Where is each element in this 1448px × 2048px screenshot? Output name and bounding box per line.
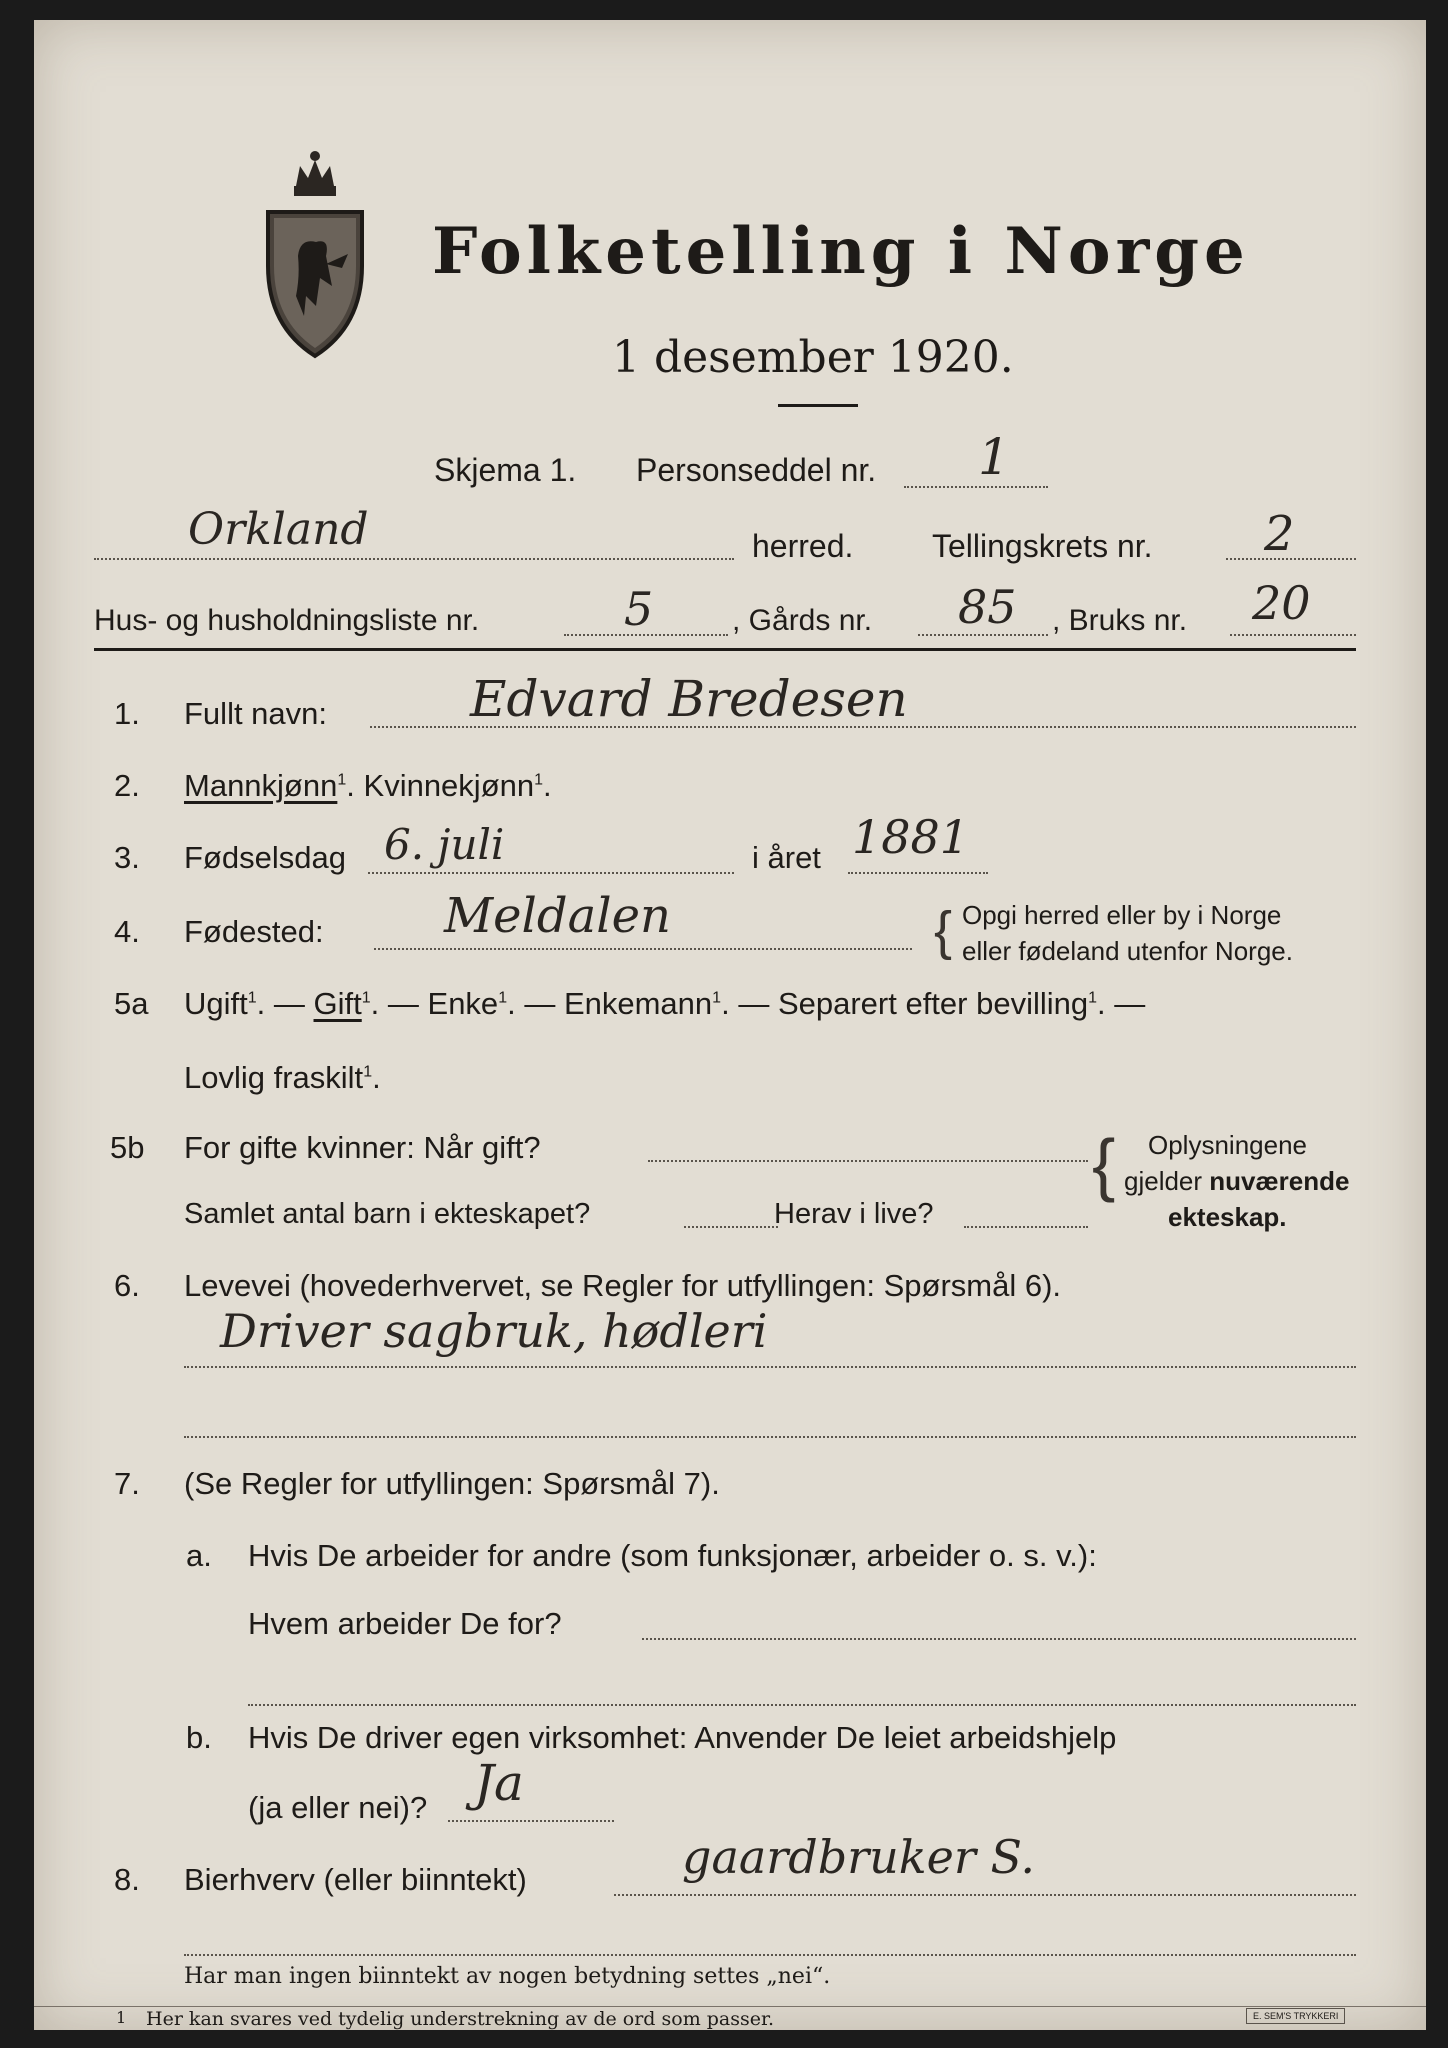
personseddel-label: Personseddel nr. xyxy=(636,452,877,488)
birthplace-note-line2: eller fødeland utenfor Norge. xyxy=(962,936,1293,966)
children-line xyxy=(684,1226,778,1228)
birthplace-value[interactable]: Meldalen xyxy=(444,888,671,944)
q4-label: Fødested: xyxy=(184,914,324,949)
hired-help-line xyxy=(448,1820,614,1822)
children-label: Samlet antal barn i ekteskapet? xyxy=(184,1198,591,1230)
tellingskrets-label: Tellingskrets nr. xyxy=(932,528,1153,564)
footnote-ref: 1 xyxy=(363,1063,373,1081)
marital-fraskilt-row: Lovlig fraskilt$^1$. xyxy=(184,1060,381,1095)
footer-note: Har man ingen biinntekt av nogen betydning settes „nei“. xyxy=(184,1964,831,1989)
bruks-label: , Bruks nr. xyxy=(1052,604,1188,637)
census-title: Folketelling i Norge xyxy=(432,214,1250,289)
birthplace-note-brace: { xyxy=(934,901,953,961)
full-name-value[interactable]: Edvard Bredesen xyxy=(470,670,908,728)
q4-number: 4. xyxy=(114,914,140,949)
marital-fraskilt[interactable]: Lovlig fraskilt xyxy=(184,1060,364,1095)
alive-line xyxy=(964,1226,1088,1228)
header-separator xyxy=(94,648,1356,651)
q3-number: 3. xyxy=(114,840,140,875)
marital-enke[interactable]: Enke xyxy=(427,986,499,1021)
q5b-number: 5b xyxy=(110,1130,145,1165)
gender-female-option[interactable]: Kvinnekjønn xyxy=(363,768,535,803)
marital-options: Ugift$^1$. — Gift$^1$. — Enke$^1$. — Enkemann$^1$. — Separert efter bevilling$^1$. — xyxy=(184,986,1146,1021)
q7-number: 7. xyxy=(114,1466,140,1501)
birthday-value[interactable]: 6. juli xyxy=(384,820,505,869)
herred-label: herred. xyxy=(752,528,854,564)
footnote-ref: 1 xyxy=(247,989,257,1007)
q5b-note-line1: Oplysningene xyxy=(1148,1130,1307,1160)
dash: — xyxy=(387,986,419,1021)
footer-divider xyxy=(34,2006,1426,2007)
title-divider xyxy=(778,404,858,407)
footnote-ref: 1 xyxy=(534,771,544,789)
q5b-note-line3: ekteskap. xyxy=(1168,1202,1287,1232)
tellingskrets-value[interactable]: 2 xyxy=(1264,506,1295,562)
schema-label: Skjema 1. xyxy=(434,452,577,488)
q7a-number: a. xyxy=(186,1538,212,1573)
hired-help-value[interactable]: Ja xyxy=(474,1754,524,1812)
q5b-note-applies: gjelder xyxy=(1124,1166,1203,1196)
side-income-value[interactable]: gaardbruker S. xyxy=(682,1830,1035,1884)
side-income-line-1 xyxy=(614,1894,1356,1896)
q7b-number: b. xyxy=(186,1720,212,1755)
side-income-line-2 xyxy=(184,1954,1356,1956)
norwegian-lion-crest-icon xyxy=(260,146,370,376)
census-date: 1 desember 1920. xyxy=(612,332,1014,383)
marital-ugift[interactable]: Ugift xyxy=(184,986,248,1021)
herred-value[interactable]: Orkland xyxy=(188,504,369,555)
gender-sep: . xyxy=(346,768,355,803)
bruks-line xyxy=(1230,634,1356,636)
occupation-line-1 xyxy=(184,1366,1356,1368)
footnote-ref: 1 xyxy=(361,989,371,1007)
dash: — xyxy=(1114,986,1146,1021)
footnote-ref: 1 xyxy=(1088,989,1098,1007)
q7-label: (Se Regler for utfyllingen: Spørsmål 7). xyxy=(184,1466,720,1501)
marital-separert[interactable]: Separert efter bevilling xyxy=(777,986,1089,1021)
married-when-line xyxy=(648,1160,1088,1162)
bruks-value[interactable]: 20 xyxy=(1252,576,1311,630)
household-list-value[interactable]: 5 xyxy=(624,582,654,636)
footnote-text: Her kan svares ved tydelig understrekning av de ord som passer. xyxy=(146,2008,775,2030)
census-form xyxy=(34,20,1426,2030)
q6-number: 6. xyxy=(114,1268,140,1303)
employer-line-2 xyxy=(248,1704,1356,1706)
birth-year-value[interactable]: 1881 xyxy=(852,810,970,864)
footnote-ref: 1 xyxy=(337,771,347,789)
gards-label: , Gårds nr. xyxy=(732,604,873,637)
q6-label: Levevei (hovederhvervet, se Regler for utfyllingen: Spørsmål 6). xyxy=(184,1268,1062,1303)
q3-label: Fødselsdag xyxy=(184,840,346,875)
herred-line xyxy=(94,558,734,560)
q1-number: 1. xyxy=(114,696,140,731)
q5b-label: For gifte kvinner: Når gift? xyxy=(184,1130,541,1165)
q7a-question: Hvem arbeider De for? xyxy=(248,1606,562,1641)
q7b-label: Hvis De driver egen virksomhet: Anvender De leiet arbeidshjelp xyxy=(248,1720,1117,1755)
alive-label: Herav i live? xyxy=(774,1198,934,1230)
footnote-ref: 1 xyxy=(498,989,508,1007)
q7a-label: Hvis De arbeider for andre (som funksjonær, arbeider o. s. v.): xyxy=(248,1538,1097,1573)
gards-value[interactable]: 85 xyxy=(958,580,1017,634)
year-line xyxy=(848,872,988,874)
gender-end: . xyxy=(543,768,552,803)
q5a-number: 5a xyxy=(114,986,149,1021)
gards-line xyxy=(918,634,1048,636)
marital-enkemann[interactable]: Enkemann xyxy=(563,986,713,1021)
gender-male-option[interactable]: Mannkjønn xyxy=(184,768,338,803)
personseddel-value[interactable]: 1 xyxy=(978,428,1010,486)
footnote-ref: 1 xyxy=(712,989,722,1007)
printer-stamp: E. SEM'S TRYKKERI xyxy=(1246,2008,1345,2024)
birthday-line xyxy=(368,872,734,874)
q5b-note-brace: { xyxy=(1092,1125,1116,1203)
q5b-note-current: nuværende xyxy=(1209,1166,1350,1196)
q2-number: 2. xyxy=(114,768,140,803)
marital-gift[interactable]: Gift xyxy=(313,986,362,1021)
birthplace-line xyxy=(374,948,912,950)
dash: — xyxy=(273,986,305,1021)
q7b-question: (ja eller nei)? xyxy=(248,1790,428,1825)
footnote-number: 1 xyxy=(116,2008,127,2027)
occupation-line-2 xyxy=(184,1436,1356,1438)
q5b-note-line2 xyxy=(1124,1166,1349,1197)
dash: — xyxy=(524,986,556,1021)
q8-label: Bierhverv (eller biinntekt) xyxy=(184,1862,527,1897)
birthplace-note-line1: Opgi herred eller by i Norge xyxy=(962,900,1282,930)
occupation-value[interactable]: Driver sagbruk, hødleri xyxy=(220,1304,768,1358)
household-list-label: Hus- og husholdningsliste nr. xyxy=(94,604,480,637)
personseddel-line xyxy=(904,486,1048,488)
q8-number: 8. xyxy=(114,1862,140,1897)
year-label: i året xyxy=(752,840,821,875)
employer-line-1 xyxy=(642,1638,1356,1640)
dash: — xyxy=(738,986,770,1021)
gender-options xyxy=(184,768,552,804)
q1-label: Fullt navn: xyxy=(184,696,328,731)
